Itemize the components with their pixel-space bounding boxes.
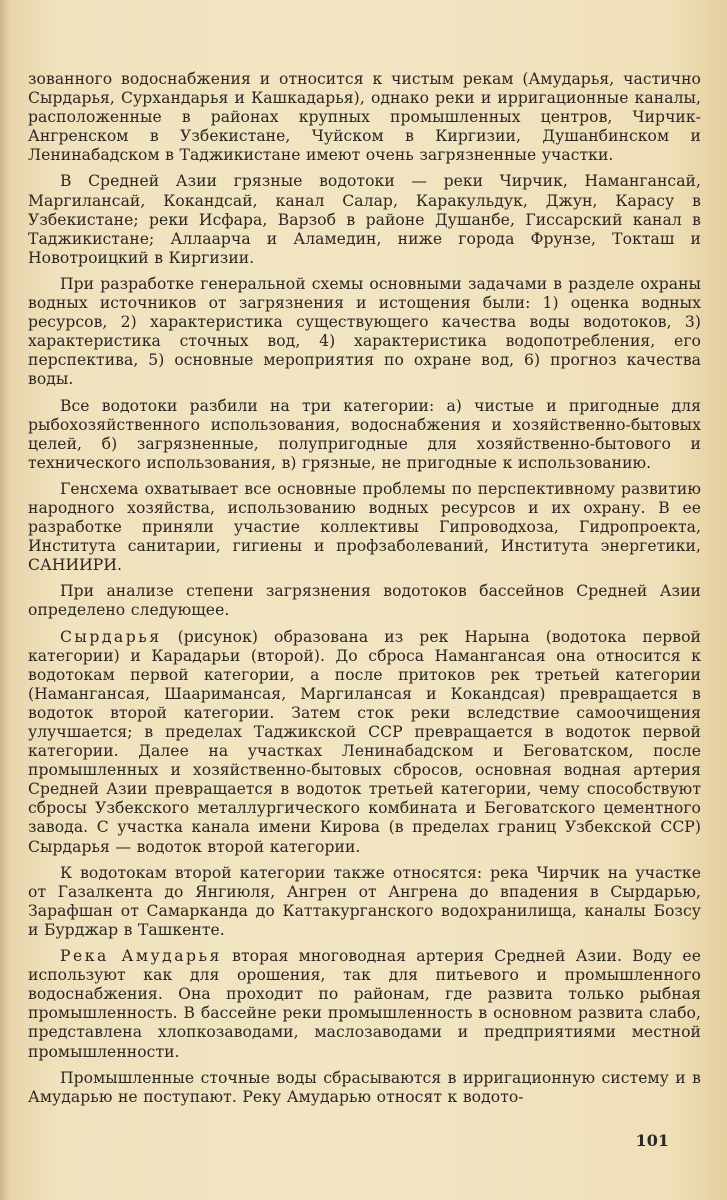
- text-column: [28, 70, 701, 1107]
- paragraph-9: [28, 947, 701, 1062]
- paragraph-4-text: Все водотоки разбили на три категории: а) чистые и пригодные для рыбохозяйственного использования, водоснабжения и хозяйственно-бытовых целей, б) загрязненные, полупригодные для хозяйственно-бытового и технического использования, в) грязные, не пригодные к использованию.: [28, 396, 701, 472]
- paragraph-5-text: Генсхема охватывает все основные проблемы по перспективному развитию народного хозяйства, использованию водных ресурсов и их охрану. В ее разработке приняли участие коллективы Гипроводхоза, Гидропроекта, Института санитарии, гигиены и профзаболеваний, Института энергетики, САНИИРИ.: [28, 479, 701, 575]
- page-edge-shadow: [0, 0, 10, 1200]
- paragraph-2-text: В Средней Азии грязные водотоки — реки Чирчик, Намангансай, Маргилансай, Кокандсай, канал Салар, Каракульдук, Джун, Карасу в Узбекистане; реки Исфара, Варзоб в районе Душанбе, Гиссарский канал в Таджикистане; Аллаарча и Аламедин, ниже города Фрунзе, Токташ и Новотроицкий в Киргизии.: [28, 172, 701, 267]
- paragraph-6-text: При анализе степени загрязнения водотоков бассейнов Средней Азии определено следующее.: [28, 582, 701, 620]
- paragraph-7-text: (рисунок) образована из рек Нарына (водотока первой категории) и Карадарьи (второй). До сброса Намангансая она относится к водотокам первой категории, а после притоков рек третьей категории (Намангансая, Шааримансая, Маргилансая и Кокандсая) превращается в водоток второй категории. Затем сток реки вследствие самоочищения улучшается; в пределах Таджикской ССР превращается в водоток первой категории. Далее на участках Ленинабадском и Беговатском, после промышленных и хозяйственно-бытовых сбросов, основная водная артерия Средней Азии превращается в водоток третьей категории, чему способствуют сбросы Узбекского металлургического комбината и Беговатского цементного завода. С участка канала имени Кирова (в пределах границ Узбекской ССР) Сырдарья — водоток второй категории.: [28, 627, 701, 856]
- paragraph-10: [28, 1069, 701, 1107]
- paragraph-8-text: К водотокам второй категории также относятся: река Чирчик на участке от Газалкента до Янгиюля, Ангрен от Ангрена до впадения в Сырдарью, Зарафшан от Самарканда до Каттакурганского водохранилища, каналы Бозсу и Бурджар в Ташкенте.: [28, 863, 701, 939]
- paragraph-5: [28, 480, 701, 575]
- paragraph-9-text: вторая многоводная артерия Средней Азии. Воду ее используют как для орошения, так для питьевого и промышленного водоснабжения. Она проходит по районам, где развита только рыбная промышленность. В бассейне реки промышленность в основном развита слабо, представлена хлопкозаводами, маслозаводами и предприятиями местной промышленности.: [28, 947, 701, 1061]
- paragraph-9-lead: Река Амударья: [60, 947, 222, 966]
- paragraph-7-lead: Сырдарья: [60, 627, 162, 646]
- paragraph-1: [28, 70, 701, 165]
- paragraph-3: [28, 275, 701, 390]
- paragraph-1-text: зованного водоснабжения и относится к чистым рекам (Амударья, частично Сырдарья, Сурхандарья и Кашкадарья), однако реки и ирригационные каналы, расположенные в районах крупных промышленных центров, Чирчик-Ангренском в Узбекистане, Чуйском в Киргизии, Душанбинском и Ленинабадском в Таджикистане имеют очень загрязненные участки.: [28, 70, 701, 165]
- paragraph-6: [28, 582, 701, 620]
- paragraph-2: [28, 172, 701, 267]
- paragraph-8: [28, 864, 701, 940]
- paragraph-4: [28, 397, 701, 473]
- paragraph-10-text: Промышленные сточные воды сбрасываются в ирригационную систему и в Амударью не поступают. Реку Амударью относят к водото-: [28, 1068, 701, 1106]
- page-number: 101: [635, 1131, 669, 1150]
- paragraph-7: [28, 628, 701, 857]
- paragraph-3-text: При разработке генеральной схемы основными задачами в разделе охраны водных источников от загрязнения и истощения были: 1) оценка водных ресурсов, 2) характеристика существующего качества воды водотоков, 3) характеристика сточных вод, 4) характеристика водопотребления, его перспектива, 5) основные мероприятия по охране вод, 6) прогноз качества воды.: [28, 274, 701, 389]
